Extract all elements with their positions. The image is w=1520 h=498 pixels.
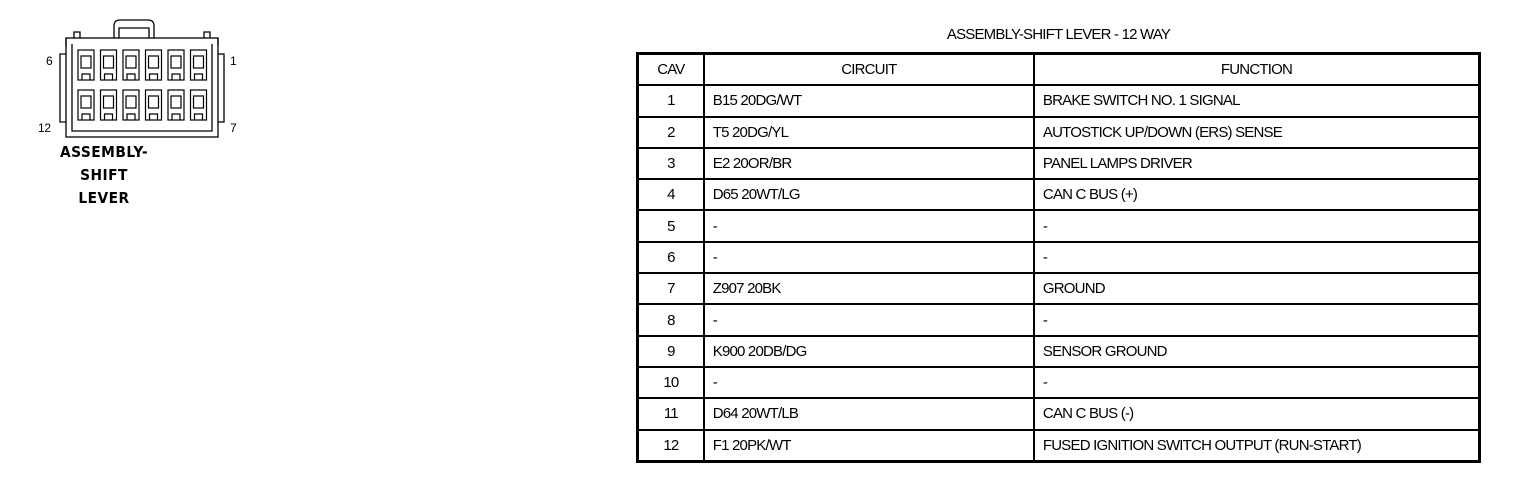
- cavity-terminal: [104, 96, 114, 108]
- function-cell: SENSOR GROUND: [1034, 336, 1480, 367]
- cavity: [146, 90, 162, 120]
- circuit-cell: F1 20PK/WT: [704, 430, 1034, 462]
- circuit-cell: B15 20DG/WT: [704, 85, 1034, 116]
- pin-label-1: 1: [230, 54, 237, 68]
- circuit-cell: D65 20WT/LG: [704, 179, 1034, 210]
- table-row: [638, 430, 1480, 462]
- function-cell: -: [1034, 304, 1480, 335]
- function-cell: AUTOSTICK UP/DOWN (ERS) SENSE: [1034, 117, 1480, 148]
- cavity-terminal: [171, 56, 181, 68]
- table-row: [638, 367, 1480, 398]
- function-cell: CAN C BUS (+): [1034, 179, 1480, 210]
- cavity-grid: [78, 50, 207, 120]
- cavity-lock: [127, 74, 135, 80]
- cavity-terminal: [126, 96, 136, 108]
- cav-cell: 8: [638, 304, 704, 335]
- cav-cell: 9: [638, 336, 704, 367]
- table-row: [638, 179, 1480, 210]
- table-row: [638, 398, 1480, 429]
- connector-caption-line: SHIFT: [80, 166, 128, 184]
- table-title: ASSEMBLY-SHIFT LEVER - 12 WAY: [946, 26, 1171, 43]
- pin-label-12: 12: [38, 121, 51, 135]
- function-cell: GROUND: [1034, 273, 1480, 304]
- table-row: [638, 85, 1480, 116]
- table-row: [638, 242, 1480, 273]
- cav-cell: 3: [638, 148, 704, 179]
- cavity-lock: [195, 74, 203, 80]
- table-row: [638, 210, 1480, 241]
- table-row: [638, 336, 1480, 367]
- pinout-table: [636, 52, 1481, 463]
- cav-cell: 11: [638, 398, 704, 429]
- cav-cell: 6: [638, 242, 704, 273]
- cav-cell: 7: [638, 273, 704, 304]
- cavity-terminal: [104, 56, 114, 68]
- cavity: [191, 90, 207, 120]
- cavity-terminal: [81, 56, 91, 68]
- cavity-lock: [105, 114, 113, 120]
- pin-label-7: 7: [230, 121, 237, 135]
- cavity: [191, 50, 207, 80]
- function-cell: PANEL LAMPS DRIVER: [1034, 148, 1480, 179]
- circuit-cell: -: [704, 367, 1034, 398]
- cavity-lock: [82, 114, 90, 120]
- cav-cell: 5: [638, 210, 704, 241]
- table-header-row: [638, 54, 1480, 86]
- cav-cell: 4: [638, 179, 704, 210]
- table-row: [638, 304, 1480, 335]
- cavity-lock: [150, 114, 158, 120]
- cavity-lock: [105, 74, 113, 80]
- circuit-cell: -: [704, 304, 1034, 335]
- connector-face-drawing: [30, 14, 250, 144]
- connector-caption-line: ASSEMBLY-: [59, 143, 149, 161]
- cavity-terminal: [194, 56, 204, 68]
- circuit-cell: -: [704, 242, 1034, 273]
- circuit-cell: Z907 20BK: [704, 273, 1034, 304]
- cavity-terminal: [81, 96, 91, 108]
- circuit-cell: K900 20DB/DG: [704, 336, 1034, 367]
- cavity-terminal: [194, 96, 204, 108]
- cavity-terminal: [126, 56, 136, 68]
- cavity-lock: [150, 74, 158, 80]
- circuit-cell: E2 20OR/BR: [704, 148, 1034, 179]
- function-cell: FUSED IGNITION SWITCH OUTPUT (RUN-START): [1034, 430, 1480, 462]
- cavity-terminal: [149, 96, 159, 108]
- cavity-terminal: [171, 96, 181, 108]
- function-cell: CAN C BUS (-): [1034, 398, 1480, 429]
- cavity-lock: [172, 114, 180, 120]
- cav-cell: 2: [638, 117, 704, 148]
- function-cell: -: [1034, 367, 1480, 398]
- cavity-lock: [82, 74, 90, 80]
- table-row: [638, 148, 1480, 179]
- circuit-cell: D64 20WT/LB: [704, 398, 1034, 429]
- cavity-lock: [172, 74, 180, 80]
- header-circuit: CIRCUIT: [704, 54, 1034, 86]
- cavity: [146, 50, 162, 80]
- cavity: [168, 50, 184, 80]
- circuit-cell: T5 20DG/YL: [704, 117, 1034, 148]
- cavity-lock: [195, 114, 203, 120]
- function-cell: BRAKE SWITCH NO. 1 SIGNAL: [1034, 85, 1480, 116]
- cavity-lock: [127, 114, 135, 120]
- cavity-terminal: [149, 56, 159, 68]
- function-cell: -: [1034, 242, 1480, 273]
- header-function: FUNCTION: [1034, 54, 1480, 86]
- function-cell: -: [1034, 210, 1480, 241]
- cav-cell: 12: [638, 430, 704, 462]
- table-row: [638, 117, 1480, 148]
- header-cav: CAV: [638, 54, 704, 86]
- cav-cell: 1: [638, 85, 704, 116]
- cav-cell: 10: [638, 367, 704, 398]
- cavity: [168, 90, 184, 120]
- table-row: [638, 273, 1480, 304]
- pin-label-6: 6: [46, 54, 53, 68]
- connector-caption: [45, 141, 163, 210]
- circuit-cell: -: [704, 210, 1034, 241]
- connector-caption-line: LEVER: [78, 189, 130, 207]
